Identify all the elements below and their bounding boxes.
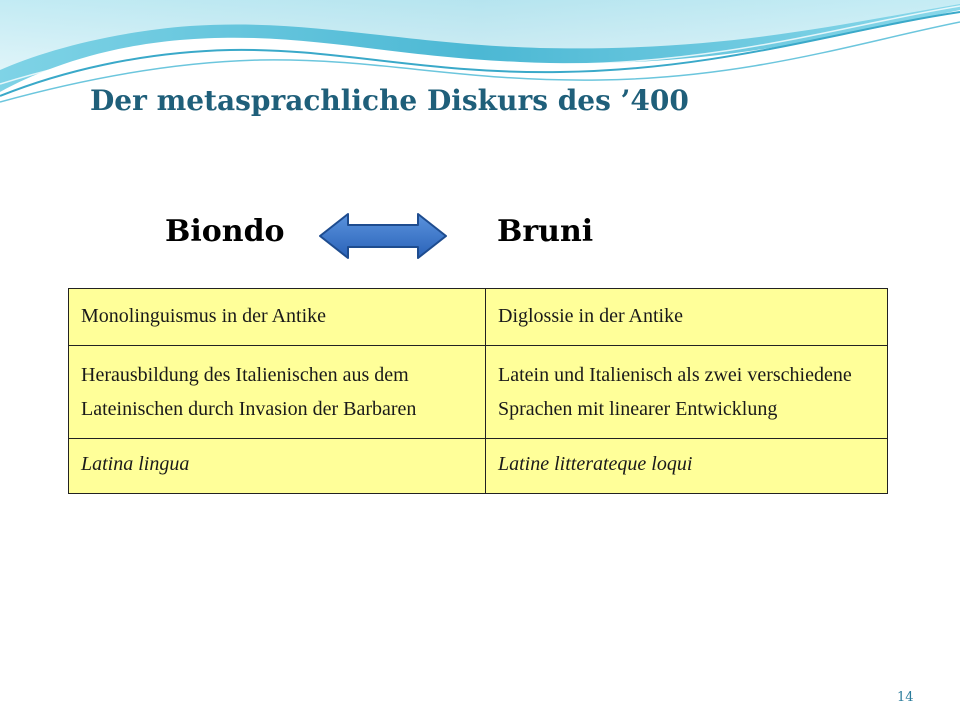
author-bruni-label: Bruni — [497, 214, 594, 249]
author-biondo-label: Biondo — [165, 214, 285, 249]
table-cell-biondo: Herausbildung des Italienischen aus dem Lateinischen durch Invasion der Barbaren — [69, 346, 486, 439]
page-number: 14 — [897, 690, 914, 705]
table-cell-biondo: Latina lingua — [69, 439, 486, 494]
table-row — [69, 346, 888, 439]
table-cell-bruni: Latine litterateque loqui — [486, 439, 888, 494]
slide-title: Der metasprachliche Diskurs des ’400 — [90, 84, 689, 117]
table-row — [69, 439, 888, 494]
table-cell-bruni: Diglossie in der Antike — [486, 289, 888, 346]
comparison-table — [68, 288, 888, 494]
double-arrow-icon — [318, 212, 448, 260]
table-cell-bruni: Latein und Italienisch als zwei verschiedene Sprachen mit linearer Entwicklung — [486, 346, 888, 439]
table-row — [69, 289, 888, 346]
table-cell-biondo: Monolinguismus in der Antike — [69, 289, 486, 346]
